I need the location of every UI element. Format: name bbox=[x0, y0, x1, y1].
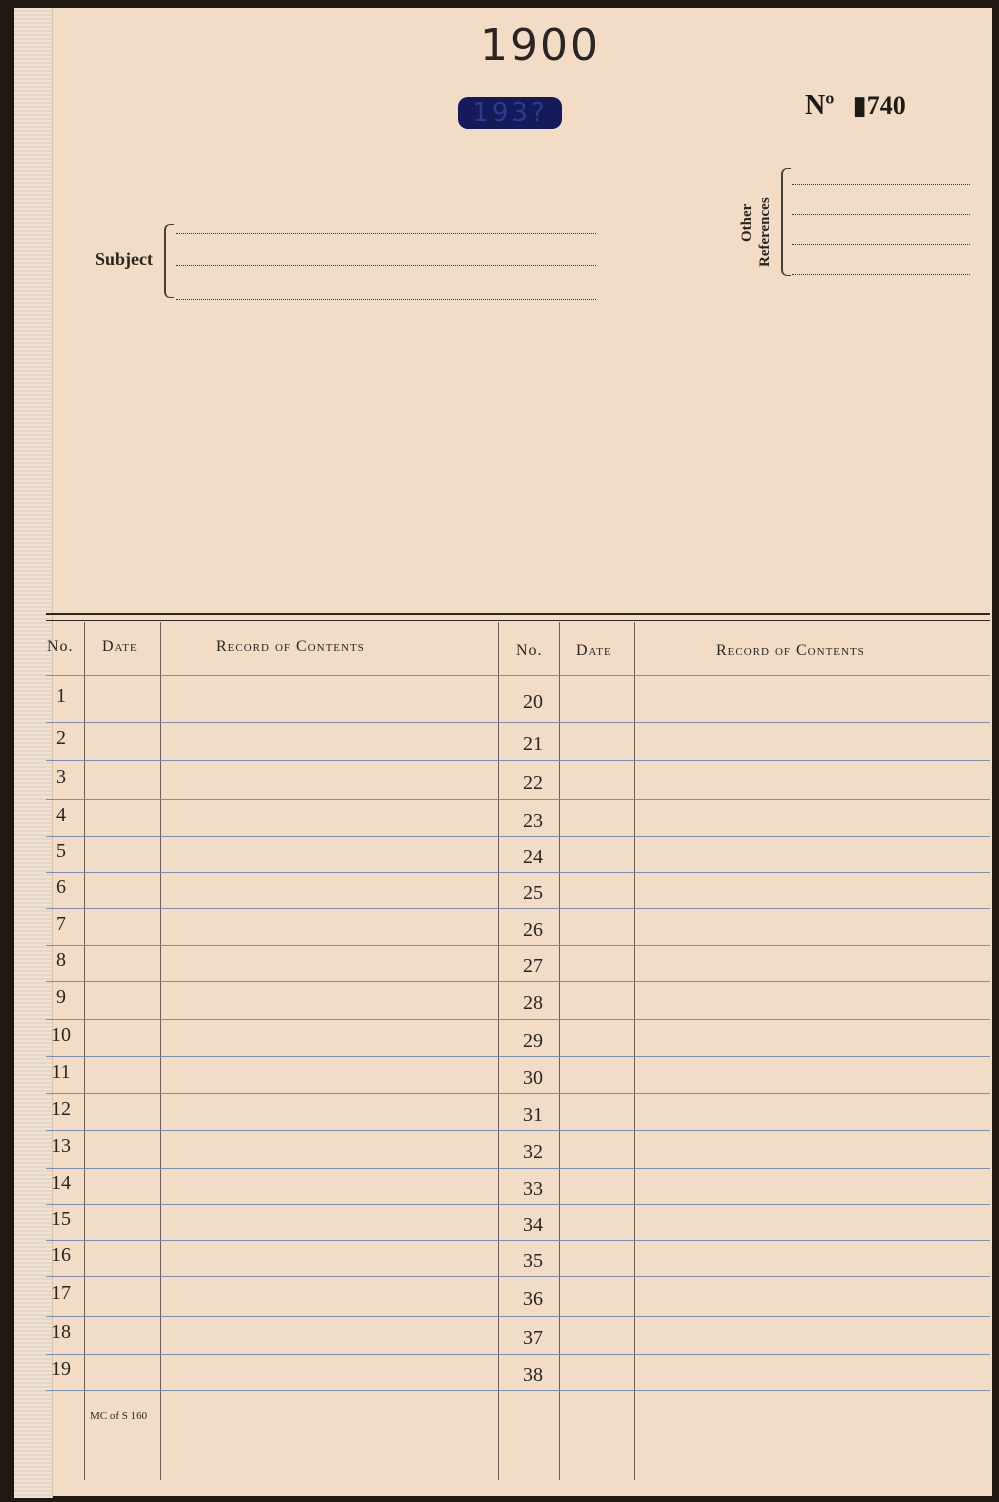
scan-edge-top bbox=[0, 0, 999, 8]
row-rule bbox=[46, 945, 990, 946]
row-number-right: 25 bbox=[523, 882, 543, 904]
row-number-right: 30 bbox=[523, 1066, 543, 1089]
row-number-left: 5 bbox=[56, 840, 66, 862]
row-number-right: 22 bbox=[523, 771, 543, 794]
row-number-left: 14 bbox=[51, 1172, 71, 1194]
row-rule bbox=[46, 1056, 990, 1057]
row-number-left: 6 bbox=[56, 876, 66, 898]
row-number-left: 15 bbox=[51, 1208, 71, 1230]
other-references-line-1: Other bbox=[739, 203, 755, 242]
reference-line-2 bbox=[792, 214, 970, 215]
row-number-left: 16 bbox=[51, 1244, 71, 1266]
row-rule bbox=[46, 675, 990, 676]
header-no-left: No. bbox=[47, 638, 74, 655]
row-number-right: 24 bbox=[523, 846, 543, 868]
other-references-label bbox=[733, 170, 777, 270]
row-number-left: 17 bbox=[51, 1282, 71, 1304]
row-number-left: 10 bbox=[51, 1023, 71, 1046]
row-rule bbox=[46, 1130, 990, 1131]
reference-line-4 bbox=[792, 274, 970, 275]
other-references-line-2: References bbox=[757, 197, 773, 267]
row-rule bbox=[46, 1019, 990, 1020]
row-number-right: 36 bbox=[523, 1288, 543, 1310]
file-number-label: Nº bbox=[805, 90, 835, 121]
row-number-left: 12 bbox=[51, 1097, 71, 1120]
row-number-right: 31 bbox=[523, 1103, 543, 1126]
row-number-right: 28 bbox=[523, 992, 543, 1014]
row-number-left: 2 bbox=[56, 727, 66, 749]
col-sep-right-date bbox=[634, 622, 635, 1480]
row-number-left: 8 bbox=[56, 949, 66, 971]
row-rule bbox=[46, 760, 990, 761]
subject-line-2 bbox=[176, 265, 596, 266]
year-heading: 1900 bbox=[480, 20, 600, 71]
row-rule bbox=[46, 799, 990, 800]
scan-edge-left bbox=[0, 0, 14, 1502]
row-rule bbox=[46, 1240, 990, 1241]
cloth-binding-strip bbox=[14, 8, 53, 1498]
row-rule bbox=[46, 908, 990, 909]
row-rule bbox=[46, 836, 990, 837]
subject-line-3 bbox=[176, 299, 596, 300]
col-sep-right-no bbox=[559, 622, 560, 1480]
header-record-left: Record of Contents bbox=[216, 638, 365, 655]
file-number-value: ▮740 bbox=[852, 91, 906, 120]
file-number bbox=[805, 90, 906, 122]
row-number-left: 3 bbox=[56, 765, 66, 788]
row-rule bbox=[46, 1204, 990, 1205]
row-rule bbox=[46, 981, 990, 982]
scan-edge-bottom bbox=[0, 1496, 999, 1502]
header-no-right: No. bbox=[516, 642, 543, 659]
row-number-right: 23 bbox=[523, 809, 543, 832]
row-number-left: 13 bbox=[51, 1135, 71, 1157]
row-rule bbox=[46, 1168, 990, 1169]
row-number-left: 11 bbox=[51, 1060, 71, 1083]
ink-stamp: 193? bbox=[458, 97, 562, 129]
row-number-right: 38 bbox=[523, 1364, 543, 1386]
row-rule bbox=[46, 1316, 990, 1317]
subject-brace bbox=[164, 224, 174, 298]
col-sep-left-date bbox=[160, 622, 161, 1480]
row-number-right: 26 bbox=[523, 918, 543, 941]
row-number-right: 20 bbox=[523, 690, 543, 713]
row-number-left: 4 bbox=[56, 803, 66, 826]
header-date-left: Date bbox=[102, 638, 138, 655]
table-top-rule-1 bbox=[46, 613, 990, 615]
row-number-right: 27 bbox=[523, 955, 543, 977]
row-rule bbox=[46, 1276, 990, 1277]
row-number-right: 32 bbox=[523, 1141, 543, 1163]
scan-edge-right bbox=[992, 0, 999, 1502]
row-number-right: 37 bbox=[523, 1327, 543, 1349]
row-rule bbox=[46, 722, 990, 723]
row-number-left: 9 bbox=[56, 986, 66, 1008]
row-number-left: 7 bbox=[56, 912, 66, 935]
table-top-rule-2 bbox=[46, 620, 990, 621]
form-code: MC of S 160 bbox=[90, 1410, 148, 1422]
row-rule bbox=[46, 1093, 990, 1094]
row-number-right: 35 bbox=[523, 1250, 543, 1272]
reference-line-1 bbox=[792, 184, 970, 185]
subject-line-1 bbox=[176, 233, 596, 234]
col-sep-left-no bbox=[84, 622, 85, 1480]
row-number-right: 21 bbox=[523, 733, 543, 755]
subject-label: Subject bbox=[95, 249, 153, 269]
header-date-right: Date bbox=[576, 642, 612, 659]
header-record-right: Record of Contents bbox=[716, 642, 865, 659]
row-rule bbox=[46, 872, 990, 873]
row-rule bbox=[46, 1354, 990, 1355]
col-sep-middle bbox=[498, 622, 499, 1480]
row-rule bbox=[46, 1390, 990, 1391]
row-number-right: 34 bbox=[523, 1214, 543, 1236]
row-number-left: 18 bbox=[51, 1321, 71, 1343]
reference-line-3 bbox=[792, 244, 970, 245]
row-number-right: 33 bbox=[523, 1178, 543, 1200]
row-number-left: 19 bbox=[51, 1358, 71, 1380]
row-number-right: 29 bbox=[523, 1029, 543, 1052]
other-references-brace bbox=[781, 168, 791, 276]
row-number-left: 1 bbox=[56, 684, 66, 707]
